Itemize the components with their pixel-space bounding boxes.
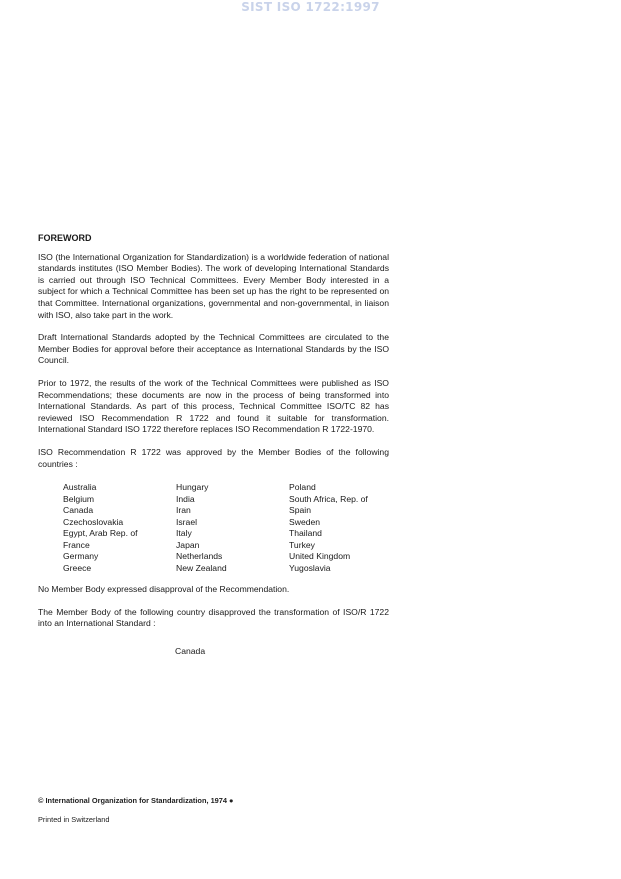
country-item: Germany	[63, 551, 99, 562]
country-item: Czechoslovakia	[63, 516, 124, 527]
country-item: Iran	[176, 505, 191, 516]
watermark-text: SIST ISO 1722:1997	[241, 0, 380, 14]
country-item: Belgium	[63, 493, 95, 504]
country-item: Thailand	[289, 528, 322, 539]
country-item: Turkey	[289, 539, 315, 550]
paragraph-approval: ISO Recommendation R 1722 was approved by the Member Bodies of the following countries :	[38, 446, 389, 469]
country-column-3	[289, 482, 414, 574]
country-item: Greece	[63, 562, 92, 573]
country-item: Yugoslavia	[289, 562, 331, 573]
country-column-2	[176, 482, 289, 574]
paragraph-history: Prior to 1972, the results of the work of the Technical Committees were published as ISO Recommendations; these documents are now in the process of being transformed into International Standards. As part of this process, Technical Committee ISO/TC 82 has reviewed ISO Recommendation R 1722 and found it suitable for transformation. International Standard ISO 1722 therefore replaces ISO Recommendation R 1722-1970.	[38, 377, 389, 435]
country-item: Israel	[176, 516, 198, 527]
paragraph-disapproval: The Member Body of the following country disapproved the transformation of ISO/R 1722 into an International Standard :	[38, 606, 389, 629]
copyright-notice: © International Organization for Standardization, 1974 ●	[38, 796, 234, 805]
country-item: New Zealand	[176, 562, 227, 573]
country-item: Spain	[289, 505, 311, 516]
country-item: Italy	[176, 528, 192, 539]
printed-location: Printed in Switzerland	[38, 815, 110, 824]
country-item: Hungary	[176, 482, 209, 493]
no-disapproval-statement: No Member Body expressed disapproval of the Recommendation.	[38, 584, 290, 595]
country-item: Sweden	[289, 516, 321, 527]
country-item: India	[176, 493, 195, 504]
country-item: Japan	[176, 539, 200, 550]
country-item: France	[63, 539, 90, 550]
country-column-1	[63, 482, 176, 574]
disapproving-country: Canada	[175, 645, 206, 656]
country-item: Poland	[289, 482, 316, 493]
country-item: Egypt, Arab Rep. of	[63, 528, 138, 539]
country-item: Canada	[63, 505, 94, 516]
paragraph-drafts: Draft International Standards adopted by the Technical Committees are circulated to the Member Bodies for approval before their acceptance as International Standards by the ISO Council.	[38, 332, 389, 366]
country-item: Australia	[63, 482, 97, 493]
foreword-section	[38, 233, 389, 657]
paragraph-intro: ISO (the International Organization for Standardization) is a worldwide federation of national standards institutes (ISO Member Bodies). The work of developing International Standards is carried out through ISO Technical Committees. Every Member Body interested in a subject for which a Technical Committee has been set up has the right to be represented on that Committee. International organizations, governmental and non-governmental, in liaison with ISO, also take part in the work.	[38, 251, 389, 320]
country-item: South Africa, Rep. of	[289, 493, 368, 504]
country-item: United Kingdom	[289, 551, 351, 562]
country-list	[63, 482, 389, 574]
section-heading: FOREWORD	[38, 233, 92, 243]
country-item: Netherlands	[176, 551, 223, 562]
